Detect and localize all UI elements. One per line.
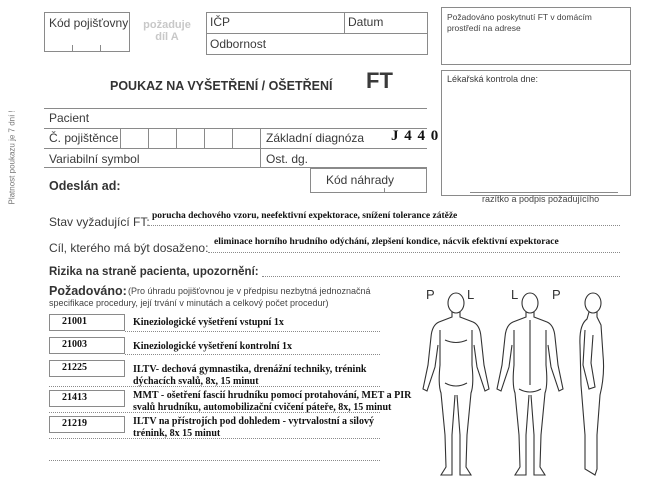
procedure-code-box[interactable]: [49, 390, 125, 407]
faded-stamp: [136, 19, 198, 43]
date-label: Datum: [348, 15, 384, 29]
requested-note-1: (Pro úhradu pojišťovnou je v předpisu nezbytná jednoznačná: [128, 286, 371, 296]
grid-row-line: [44, 148, 427, 149]
procedure-desc-2[interactable]: svalů hrudníku, automobilizační cvičení páteře, 8x, 15 minut: [133, 402, 392, 413]
procedure-code-box[interactable]: [49, 416, 125, 433]
goal-label: Cíl, kterého má být dosaženo:: [49, 241, 209, 255]
variable-symbol-label: Variabilní symbol: [49, 152, 140, 166]
view-label: L: [467, 287, 475, 302]
procedure-line: [49, 438, 380, 439]
grid-col-line: [176, 128, 177, 148]
view-label: P: [552, 287, 561, 302]
stamp-sign-label: razítko a podpis požadujícího: [482, 194, 600, 204]
procedure-desc-2[interactable]: trénink, 8x 15 minut: [133, 428, 221, 439]
grid-row-line: [44, 128, 427, 129]
department-label: Odbornost: [210, 37, 267, 51]
requested-note-2: specifikace procedury, její trvání v minutách a celkový počet procedur): [49, 298, 329, 308]
procedure-desc-2[interactable]: dýchacích svalů, 8x, 15 minut: [133, 376, 259, 387]
body-diagram[interactable]: [405, 285, 641, 481]
diagnosis-value[interactable]: J 4 4 0: [391, 128, 440, 144]
validity-note: Platnost poukazu je 7 dní !: [7, 110, 17, 205]
insurance-no-label: Č. pojištěnce: [49, 131, 119, 145]
procedure-line: [49, 412, 380, 413]
procedure-line-empty[interactable]: [49, 460, 380, 461]
procedure-line: [49, 386, 380, 387]
procedure-code: 21001: [62, 316, 87, 327]
stamp-line-2: díl A: [155, 31, 179, 43]
grid-col-line: [148, 128, 149, 148]
procedure-code: 21219: [62, 418, 87, 429]
condition-label: Stav vyžadující FT:: [49, 215, 150, 229]
procedure-code-box[interactable]: [49, 337, 125, 354]
procedure-desc[interactable]: Kineziologické vyšetření vstupní 1x: [133, 317, 284, 328]
grid-col-line: [120, 128, 121, 148]
icp-label: IČP: [210, 15, 231, 29]
sent-from-label: Odeslán ad:: [49, 179, 121, 193]
form-title-ft: FT: [366, 68, 393, 93]
procedure-line: [125, 331, 380, 332]
body-side-icon: [580, 293, 604, 475]
risks-line[interactable]: [262, 276, 620, 277]
diagnosis-label: Základní diagnóza: [266, 131, 365, 145]
box-tick: [100, 45, 101, 51]
medical-check-box[interactable]: [441, 70, 631, 196]
procedure-desc[interactable]: ILTV- dechová gymnastika, drenážní techniky, trénink: [133, 364, 367, 375]
procedure-code: 21413: [62, 392, 87, 403]
procedure-code: 21225: [62, 362, 87, 373]
body-back-icon: [497, 293, 563, 475]
condition-line: [148, 225, 620, 226]
procedure-code: 21003: [62, 339, 87, 350]
condition-value[interactable]: porucha dechového vzoru, neefektivní expektorace, snížení tolerance zátěže: [152, 211, 458, 221]
grid-col-line: [232, 128, 233, 148]
insurer-code-label: Kód pojišťovny: [49, 16, 129, 30]
grid-col-line: [204, 128, 205, 148]
risks-label: Rizika na straně pacienta, upozornění:: [49, 266, 259, 278]
other-diag-label: Ost. dg.: [266, 152, 309, 166]
body-front-icon: [423, 293, 489, 475]
home-care-label: Požadováno poskytnutí FT v domácím prostředí na adrese: [447, 12, 592, 33]
procedure-desc[interactable]: MMT - ošetření fascií hrudníku pomocí protahování, MET a PIR: [133, 390, 412, 401]
reimbursement-label: Kód náhrady: [326, 173, 395, 187]
box-tick: [72, 45, 73, 51]
procedure-desc[interactable]: Kineziologické vyšetření kontrolní 1x: [133, 341, 292, 352]
procedure-desc[interactable]: ILTV na přístrojích pod dohledem - vytrvalostní a silový: [133, 416, 374, 427]
stamp-line-1: požaduje: [143, 19, 191, 31]
patient-label: Pacient: [49, 111, 90, 125]
view-label: P: [426, 287, 435, 302]
box-divider: [384, 188, 385, 193]
procedure-code-box[interactable]: [49, 314, 125, 331]
goal-value[interactable]: eliminace horního hrudního odýchání, zlepšení kondice, nácvik efektivní expektorace: [214, 237, 559, 247]
form-title: POUKAZ NA VYŠETŘENÍ / OŠETŘENÍ: [110, 79, 333, 93]
goal-line: [208, 252, 620, 253]
procedure-line: [125, 354, 380, 355]
procedure-code-box[interactable]: [49, 360, 125, 377]
requested-heading: Požadováno:: [49, 284, 127, 298]
grid-col-line: [260, 128, 261, 168]
view-label: L: [511, 287, 519, 302]
medical-check-label: Lékařská kontrola dne:: [447, 74, 539, 84]
signature-line: [470, 192, 618, 193]
